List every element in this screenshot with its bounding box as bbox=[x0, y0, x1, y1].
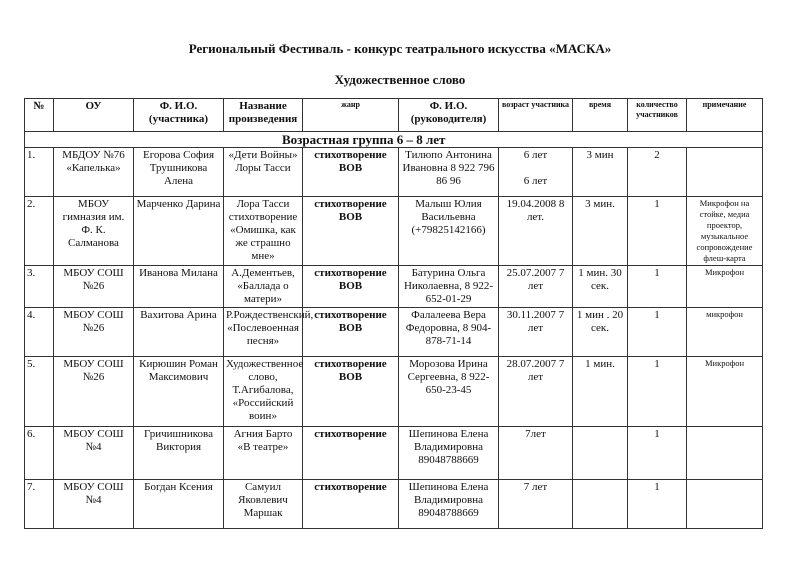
header-participant: Ф. И.О. (участника) bbox=[134, 99, 224, 132]
cell-school: МБОУ СОШ №26 bbox=[54, 308, 134, 357]
document-subtitle: Художественное слово bbox=[334, 72, 466, 87]
cell-participant: Вахитова Арина bbox=[134, 308, 224, 357]
table-row bbox=[25, 148, 763, 197]
cell-time: 3 мин. bbox=[573, 197, 628, 266]
header-work: Название произведения bbox=[224, 99, 303, 132]
cell-note: Микрофон bbox=[687, 266, 763, 308]
cell-school: МБОУ СОШ №4 bbox=[54, 480, 134, 529]
cell-genre: стихотворение ВОВ bbox=[303, 148, 399, 197]
cell-leader: Малыш Юлия Васильевна (+79825142166) bbox=[399, 197, 499, 266]
cell-leader: Фалалеева Вера Федоровна, 8 904-878-71-14 bbox=[399, 308, 499, 357]
cell-note: Микрофон bbox=[687, 357, 763, 427]
cell-leader: Тилюпо Антонина Ивановна 8 922 796 86 96 bbox=[399, 148, 499, 197]
cell-count: 1 bbox=[628, 308, 687, 357]
cell-participant: Марченко Дарина bbox=[134, 197, 224, 266]
cell-leader: Морозова Ирина Сергеевна, 8 922-650-23-45 bbox=[399, 357, 499, 427]
group-row bbox=[25, 132, 763, 148]
header-school: ОУ bbox=[54, 99, 134, 132]
table-row bbox=[25, 357, 763, 427]
header-genre: жанр bbox=[303, 99, 399, 132]
cell-count: 1 bbox=[628, 427, 687, 480]
cell-age: 28.07.2007 7 лет bbox=[499, 357, 573, 427]
header-time: время bbox=[573, 99, 628, 132]
cell-count: 2 bbox=[628, 148, 687, 197]
cell-school: МБДОУ №76 «Капелька» bbox=[54, 148, 134, 197]
table-row bbox=[25, 266, 763, 308]
cell-time bbox=[573, 427, 628, 480]
cell-leader: Шепинова Елена Владимировна 89048788669 bbox=[399, 427, 499, 480]
cell-age: 30.11.2007 7 лет bbox=[499, 308, 573, 357]
cell-note bbox=[687, 148, 763, 197]
cell-age: 6 лет 6 лет bbox=[499, 148, 573, 197]
header-row bbox=[25, 99, 763, 132]
cell-school: МБОУ СОШ №26 bbox=[54, 357, 134, 427]
cell-participant: Иванова Милана bbox=[134, 266, 224, 308]
cell-note: Микрофон на стойке, медиа проектор, музыкальное сопровождение флеш-карта bbox=[687, 197, 763, 266]
cell-num: 5. bbox=[25, 357, 54, 427]
cell-genre: стихотворение bbox=[303, 480, 399, 529]
cell-num: 7. bbox=[25, 480, 54, 529]
cell-age: 19.04.2008 8 лет. bbox=[499, 197, 573, 266]
cell-num: 4. bbox=[25, 308, 54, 357]
cell-note: микрофон bbox=[687, 308, 763, 357]
header-age: возраст участника bbox=[499, 99, 573, 132]
cell-school: МБОУ СОШ №4 bbox=[54, 427, 134, 480]
cell-genre: стихотворение ВОВ bbox=[303, 357, 399, 427]
age-group-label: Возрастная группа 6 – 8 лет bbox=[25, 132, 763, 148]
document-title: Региональный Фестиваль - конкурс театрального искусства «МАСКА» bbox=[188, 41, 612, 56]
cell-time: 1 мин. 30 сек. bbox=[573, 266, 628, 308]
cell-work: Р.Рождественский, «Послевоенная песня» bbox=[224, 308, 303, 357]
cell-work: Самуил Яковлевич Маршак bbox=[224, 480, 303, 529]
cell-count: 1 bbox=[628, 266, 687, 308]
cell-genre: стихотворение bbox=[303, 427, 399, 480]
cell-age: 7лет bbox=[499, 427, 573, 480]
header-leader: Ф. И.О. (руководителя) bbox=[399, 99, 499, 132]
cell-count: 1 bbox=[628, 197, 687, 266]
table-row bbox=[25, 197, 763, 266]
cell-note bbox=[687, 427, 763, 480]
cell-work: «Дети Войны» Лоры Тасси bbox=[224, 148, 303, 197]
header-note: примечание bbox=[687, 99, 763, 132]
cell-time: 3 мин bbox=[573, 148, 628, 197]
header-num: № bbox=[25, 99, 54, 132]
participants-table bbox=[24, 98, 763, 529]
cell-work: Художественное слово, Т.Агибалова, «Российский воин» bbox=[224, 357, 303, 427]
cell-genre: стихотворение ВОВ bbox=[303, 308, 399, 357]
cell-work: Лора Тасси стихотворение «Омишка, как же страшно мне» bbox=[224, 197, 303, 266]
cell-count: 1 bbox=[628, 480, 687, 529]
cell-leader: Шепинова Елена Владимировна 89048788669 bbox=[399, 480, 499, 529]
cell-work: Агния Барто «В театре» bbox=[224, 427, 303, 480]
cell-age: 7 лет bbox=[499, 480, 573, 529]
cell-school: МБОУ СОШ №26 bbox=[54, 266, 134, 308]
cell-count: 1 bbox=[628, 357, 687, 427]
cell-participant: Гричишникова Виктория bbox=[134, 427, 224, 480]
cell-num: 6. bbox=[25, 427, 54, 480]
cell-note bbox=[687, 480, 763, 529]
cell-participant: Егорова София Трушникова Алена bbox=[134, 148, 224, 197]
cell-num: 1. bbox=[25, 148, 54, 197]
cell-genre: стихотворение ВОВ bbox=[303, 197, 399, 266]
cell-time: 1 мин . 20 сек. bbox=[573, 308, 628, 357]
cell-participant: Кирюшин Роман Максимович bbox=[134, 357, 224, 427]
cell-genre: стихотворение ВОВ bbox=[303, 266, 399, 308]
header-count: количество участников bbox=[628, 99, 687, 132]
cell-num: 3. bbox=[25, 266, 54, 308]
table-row bbox=[25, 308, 763, 357]
cell-school: МБОУ гимназия им. Ф. К. Салманова bbox=[54, 197, 134, 266]
table-row bbox=[25, 480, 763, 529]
cell-time: 1 мин. bbox=[573, 357, 628, 427]
cell-num: 2. bbox=[25, 197, 54, 266]
cell-work: А.Дементьев, «Баллада о матери» bbox=[224, 266, 303, 308]
cell-age: 25.07.2007 7 лет bbox=[499, 266, 573, 308]
table-row bbox=[25, 427, 763, 480]
cell-time bbox=[573, 480, 628, 529]
cell-participant: Богдан Ксения bbox=[134, 480, 224, 529]
cell-leader: Батурина Ольга Николаевна, 8 922-652-01-29 bbox=[399, 266, 499, 308]
